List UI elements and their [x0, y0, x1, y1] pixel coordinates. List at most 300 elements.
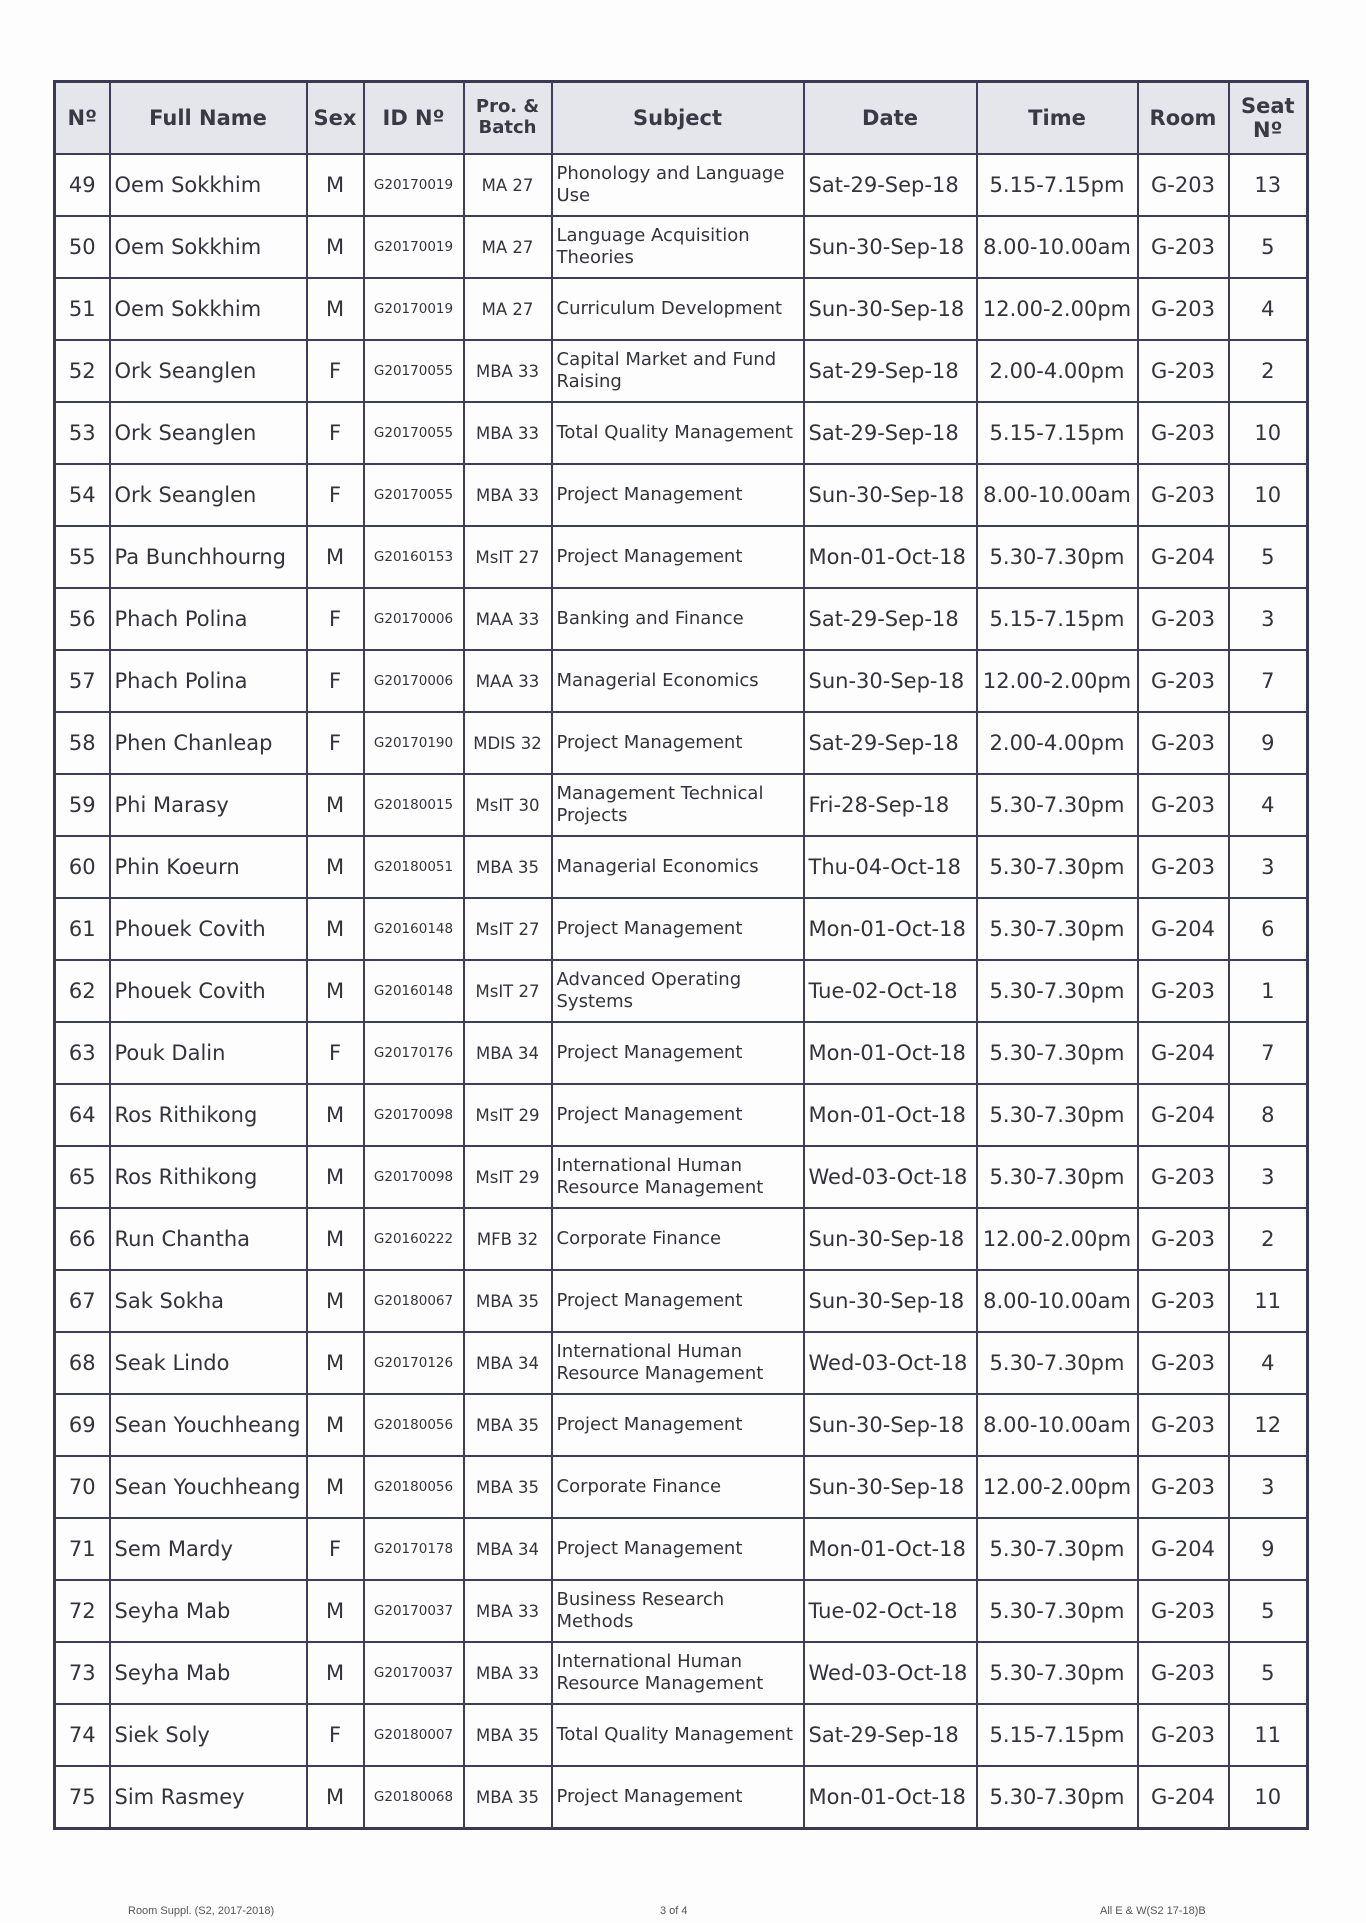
- footer-document-name: Room Suppl. (S2, 2017-2018): [128, 1905, 275, 1917]
- cell-program-batch: MDIS 32: [464, 712, 552, 774]
- cell-exam-time: 12.00-2.00pm: [977, 278, 1138, 340]
- cell-row-number: 62: [55, 960, 110, 1022]
- cell-row-number: 50: [55, 216, 110, 278]
- cell-student-id: G20170019: [364, 216, 464, 278]
- cell-student-id: G20170190: [364, 712, 464, 774]
- cell-room: G-203: [1138, 1208, 1229, 1270]
- cell-sex: F: [307, 464, 364, 526]
- cell-student-id: G20160153: [364, 526, 464, 588]
- cell-student-id: G20170126: [364, 1332, 464, 1394]
- cell-full-name: Oem Sokkhim: [110, 216, 307, 278]
- header-subject: Subject: [552, 82, 804, 155]
- cell-room: G-203: [1138, 1704, 1229, 1766]
- cell-program-batch: MBA 34: [464, 1332, 552, 1394]
- cell-room: G-204: [1138, 1766, 1229, 1829]
- header-full-name: Full Name: [110, 82, 307, 155]
- table-row: [55, 960, 1308, 1022]
- cell-sex: M: [307, 1332, 364, 1394]
- cell-room: G-203: [1138, 1642, 1229, 1704]
- table-row: [55, 1518, 1308, 1580]
- cell-student-id: G20160222: [364, 1208, 464, 1270]
- cell-room: G-203: [1138, 960, 1229, 1022]
- footer-reference: All E & W(S2 17-18)B: [1100, 1905, 1206, 1917]
- cell-program-batch: MA 27: [464, 154, 552, 216]
- cell-sex: M: [307, 154, 364, 216]
- footer-page-number: 3 of 4: [660, 1905, 688, 1917]
- cell-sex: M: [307, 836, 364, 898]
- cell-exam-date: Mon-01-Oct-18: [804, 898, 977, 960]
- cell-subject: International Human Resource Management: [552, 1642, 804, 1704]
- cell-full-name: Sean Youchheang: [110, 1456, 307, 1518]
- cell-sex: M: [307, 526, 364, 588]
- cell-exam-date: Sat-29-Sep-18: [804, 402, 977, 464]
- cell-seat-number: 3: [1229, 588, 1308, 650]
- header-sex: Sex: [307, 82, 364, 155]
- cell-row-number: 75: [55, 1766, 110, 1829]
- cell-room: G-203: [1138, 836, 1229, 898]
- cell-program-batch: MBA 34: [464, 1022, 552, 1084]
- cell-subject: Project Management: [552, 898, 804, 960]
- cell-room: G-203: [1138, 1580, 1229, 1642]
- cell-student-id: G20180056: [364, 1394, 464, 1456]
- cell-room: G-204: [1138, 898, 1229, 960]
- cell-room: G-203: [1138, 650, 1229, 712]
- cell-program-batch: MFB 32: [464, 1208, 552, 1270]
- cell-row-number: 61: [55, 898, 110, 960]
- cell-row-number: 59: [55, 774, 110, 836]
- table-row: [55, 216, 1308, 278]
- cell-sex: M: [307, 1456, 364, 1518]
- cell-full-name: Phach Polina: [110, 650, 307, 712]
- table-row: [55, 154, 1308, 216]
- cell-seat-number: 8: [1229, 1084, 1308, 1146]
- cell-row-number: 74: [55, 1704, 110, 1766]
- cell-full-name: Sean Youchheang: [110, 1394, 307, 1456]
- cell-exam-date: Mon-01-Oct-18: [804, 526, 977, 588]
- cell-subject: Project Management: [552, 1084, 804, 1146]
- cell-room: G-203: [1138, 464, 1229, 526]
- exam-seating-table: [53, 80, 1309, 1830]
- cell-student-id: G20170178: [364, 1518, 464, 1580]
- cell-exam-time: 12.00-2.00pm: [977, 650, 1138, 712]
- cell-room: G-203: [1138, 154, 1229, 216]
- cell-subject: Project Management: [552, 1270, 804, 1332]
- cell-row-number: 55: [55, 526, 110, 588]
- cell-student-id: G20180067: [364, 1270, 464, 1332]
- cell-subject: Project Management: [552, 1394, 804, 1456]
- cell-room: G-204: [1138, 1022, 1229, 1084]
- cell-row-number: 56: [55, 588, 110, 650]
- cell-row-number: 71: [55, 1518, 110, 1580]
- cell-sex: F: [307, 1704, 364, 1766]
- cell-room: G-203: [1138, 1332, 1229, 1394]
- cell-subject: Business Research Methods: [552, 1580, 804, 1642]
- cell-subject: Curriculum Development: [552, 278, 804, 340]
- cell-exam-date: Sat-29-Sep-18: [804, 1704, 977, 1766]
- table-row: [55, 464, 1308, 526]
- header-row: [55, 82, 1308, 155]
- cell-full-name: Seak Lindo: [110, 1332, 307, 1394]
- cell-subject: International Human Resource Management: [552, 1146, 804, 1208]
- cell-student-id: G20170037: [364, 1642, 464, 1704]
- header-date: Date: [804, 82, 977, 155]
- table-body: [55, 154, 1308, 1829]
- cell-exam-date: Sat-29-Sep-18: [804, 588, 977, 650]
- cell-row-number: 65: [55, 1146, 110, 1208]
- cell-full-name: Pouk Dalin: [110, 1022, 307, 1084]
- cell-subject: Total Quality Management: [552, 402, 804, 464]
- cell-program-batch: MAA 33: [464, 588, 552, 650]
- table-row: [55, 1022, 1308, 1084]
- cell-sex: F: [307, 1022, 364, 1084]
- cell-program-batch: MBA 35: [464, 1704, 552, 1766]
- cell-full-name: Oem Sokkhim: [110, 278, 307, 340]
- cell-exam-date: Sun-30-Sep-18: [804, 1270, 977, 1332]
- table-row: [55, 1394, 1308, 1456]
- cell-program-batch: MBA 33: [464, 402, 552, 464]
- cell-program-batch: MBA 35: [464, 1456, 552, 1518]
- table-row: [55, 1270, 1308, 1332]
- cell-program-batch: MsIT 30: [464, 774, 552, 836]
- cell-row-number: 60: [55, 836, 110, 898]
- cell-subject: International Human Resource Management: [552, 1332, 804, 1394]
- cell-sex: F: [307, 650, 364, 712]
- table-row: [55, 898, 1308, 960]
- cell-row-number: 64: [55, 1084, 110, 1146]
- cell-student-id: G20180051: [364, 836, 464, 898]
- cell-exam-time: 5.30-7.30pm: [977, 1332, 1138, 1394]
- cell-student-id: G20180015: [364, 774, 464, 836]
- table-row: [55, 1642, 1308, 1704]
- table-row: [55, 402, 1308, 464]
- cell-program-batch: MsIT 27: [464, 898, 552, 960]
- cell-row-number: 58: [55, 712, 110, 774]
- cell-exam-date: Mon-01-Oct-18: [804, 1084, 977, 1146]
- cell-exam-time: 5.15-7.15pm: [977, 588, 1138, 650]
- table-row: [55, 278, 1308, 340]
- cell-sex: F: [307, 340, 364, 402]
- cell-seat-number: 1: [1229, 960, 1308, 1022]
- cell-program-batch: MA 27: [464, 216, 552, 278]
- cell-full-name: Phouek Covith: [110, 960, 307, 1022]
- cell-row-number: 51: [55, 278, 110, 340]
- cell-sex: M: [307, 1208, 364, 1270]
- cell-seat-number: 10: [1229, 464, 1308, 526]
- cell-exam-time: 8.00-10.00am: [977, 1270, 1138, 1332]
- cell-subject: Managerial Economics: [552, 650, 804, 712]
- cell-seat-number: 4: [1229, 278, 1308, 340]
- header-time: Time: [977, 82, 1138, 155]
- cell-full-name: Sem Mardy: [110, 1518, 307, 1580]
- cell-subject: Corporate Finance: [552, 1456, 804, 1518]
- cell-student-id: G20170176: [364, 1022, 464, 1084]
- cell-seat-number: 5: [1229, 1580, 1308, 1642]
- header-room: Room: [1138, 82, 1229, 155]
- cell-seat-number: 12: [1229, 1394, 1308, 1456]
- header-no: Nº: [55, 82, 110, 155]
- table-row: [55, 650, 1308, 712]
- cell-subject: Project Management: [552, 1766, 804, 1829]
- cell-student-id: G20180056: [364, 1456, 464, 1518]
- cell-seat-number: 3: [1229, 1456, 1308, 1518]
- table-row: [55, 1208, 1308, 1270]
- cell-program-batch: MBA 33: [464, 1580, 552, 1642]
- cell-sex: M: [307, 898, 364, 960]
- header-pro-batch-line2: Batch: [478, 117, 537, 138]
- header-seat-no: [1229, 82, 1308, 155]
- cell-full-name: Phouek Covith: [110, 898, 307, 960]
- table-row: [55, 588, 1308, 650]
- cell-sex: M: [307, 278, 364, 340]
- cell-row-number: 70: [55, 1456, 110, 1518]
- cell-subject: Phonology and Language Use: [552, 154, 804, 216]
- cell-exam-date: Tue-02-Oct-18: [804, 1580, 977, 1642]
- cell-program-batch: MBA 35: [464, 1766, 552, 1829]
- cell-room: G-204: [1138, 1084, 1229, 1146]
- table-row: [55, 1332, 1308, 1394]
- cell-student-id: G20180007: [364, 1704, 464, 1766]
- cell-exam-time: 2.00-4.00pm: [977, 340, 1138, 402]
- cell-program-batch: MBA 33: [464, 464, 552, 526]
- cell-full-name: Seyha Mab: [110, 1580, 307, 1642]
- cell-exam-time: 8.00-10.00am: [977, 464, 1138, 526]
- cell-exam-date: Wed-03-Oct-18: [804, 1146, 977, 1208]
- table-row: [55, 1456, 1308, 1518]
- table-row: [55, 1580, 1308, 1642]
- cell-exam-time: 5.30-7.30pm: [977, 1642, 1138, 1704]
- cell-student-id: G20170098: [364, 1084, 464, 1146]
- cell-room: G-203: [1138, 402, 1229, 464]
- cell-sex: M: [307, 1580, 364, 1642]
- cell-student-id: G20170098: [364, 1146, 464, 1208]
- cell-exam-time: 5.30-7.30pm: [977, 1766, 1138, 1829]
- cell-exam-time: 5.30-7.30pm: [977, 526, 1138, 588]
- cell-room: G-203: [1138, 1456, 1229, 1518]
- cell-exam-time: 2.00-4.00pm: [977, 712, 1138, 774]
- table-row: [55, 1766, 1308, 1829]
- cell-sex: M: [307, 1394, 364, 1456]
- cell-full-name: Siek Soly: [110, 1704, 307, 1766]
- cell-program-batch: MBA 33: [464, 1642, 552, 1704]
- cell-row-number: 72: [55, 1580, 110, 1642]
- cell-full-name: Phin Koeurn: [110, 836, 307, 898]
- cell-full-name: Ros Rithikong: [110, 1146, 307, 1208]
- cell-full-name: Ros Rithikong: [110, 1084, 307, 1146]
- cell-full-name: Sak Sokha: [110, 1270, 307, 1332]
- cell-room: G-203: [1138, 340, 1229, 402]
- cell-exam-time: 5.30-7.30pm: [977, 898, 1138, 960]
- cell-sex: M: [307, 216, 364, 278]
- cell-seat-number: 7: [1229, 650, 1308, 712]
- cell-seat-number: 9: [1229, 1518, 1308, 1580]
- table-row: [55, 836, 1308, 898]
- cell-sex: M: [307, 1766, 364, 1829]
- table-row: [55, 340, 1308, 402]
- cell-subject: Project Management: [552, 1022, 804, 1084]
- cell-exam-time: 5.15-7.15pm: [977, 154, 1138, 216]
- cell-room: G-204: [1138, 1518, 1229, 1580]
- cell-seat-number: 4: [1229, 774, 1308, 836]
- cell-student-id: G20170006: [364, 588, 464, 650]
- cell-program-batch: MsIT 27: [464, 526, 552, 588]
- cell-subject: Managerial Economics: [552, 836, 804, 898]
- cell-exam-date: Tue-02-Oct-18: [804, 960, 977, 1022]
- cell-program-batch: MBA 34: [464, 1518, 552, 1580]
- cell-full-name: Phen Chanleap: [110, 712, 307, 774]
- cell-exam-date: Thu-04-Oct-18: [804, 836, 977, 898]
- cell-row-number: 66: [55, 1208, 110, 1270]
- cell-seat-number: 11: [1229, 1704, 1308, 1766]
- cell-exam-date: Sun-30-Sep-18: [804, 650, 977, 712]
- cell-subject: Project Management: [552, 526, 804, 588]
- cell-exam-date: Sun-30-Sep-18: [804, 1456, 977, 1518]
- cell-seat-number: 9: [1229, 712, 1308, 774]
- cell-exam-date: Sat-29-Sep-18: [804, 340, 977, 402]
- header-id-no: ID Nº: [364, 82, 464, 155]
- cell-full-name: Ork Seanglen: [110, 340, 307, 402]
- cell-row-number: 54: [55, 464, 110, 526]
- header-seat-line2: Nº: [1253, 118, 1283, 142]
- table-row: [55, 1146, 1308, 1208]
- cell-full-name: Oem Sokkhim: [110, 154, 307, 216]
- cell-exam-date: Sun-30-Sep-18: [804, 464, 977, 526]
- cell-student-id: G20170037: [364, 1580, 464, 1642]
- cell-sex: M: [307, 1642, 364, 1704]
- cell-seat-number: 4: [1229, 1332, 1308, 1394]
- cell-student-id: G20180068: [364, 1766, 464, 1829]
- cell-exam-time: 8.00-10.00am: [977, 216, 1138, 278]
- cell-full-name: Seyha Mab: [110, 1642, 307, 1704]
- cell-subject: Language Acquisition Theories: [552, 216, 804, 278]
- cell-subject: Project Management: [552, 464, 804, 526]
- cell-exam-time: 5.30-7.30pm: [977, 1084, 1138, 1146]
- cell-subject: Management Technical Projects: [552, 774, 804, 836]
- cell-subject: Project Management: [552, 1518, 804, 1580]
- cell-student-id: G20170019: [364, 278, 464, 340]
- cell-student-id: G20170055: [364, 340, 464, 402]
- cell-program-batch: MBA 35: [464, 1270, 552, 1332]
- table-row: [55, 526, 1308, 588]
- cell-full-name: Pa Bunchhourng: [110, 526, 307, 588]
- cell-exam-date: Sun-30-Sep-18: [804, 216, 977, 278]
- cell-program-batch: MAA 33: [464, 650, 552, 712]
- cell-seat-number: 7: [1229, 1022, 1308, 1084]
- cell-program-batch: MBA 35: [464, 836, 552, 898]
- header-seat-line1: Seat: [1240, 93, 1295, 118]
- cell-exam-date: Sun-30-Sep-18: [804, 1394, 977, 1456]
- cell-subject: Banking and Finance: [552, 588, 804, 650]
- table-header: [55, 82, 1308, 155]
- cell-sex: F: [307, 402, 364, 464]
- cell-row-number: 57: [55, 650, 110, 712]
- cell-exam-date: Mon-01-Oct-18: [804, 1766, 977, 1829]
- cell-sex: M: [307, 1146, 364, 1208]
- cell-seat-number: 10: [1229, 402, 1308, 464]
- cell-exam-time: 8.00-10.00am: [977, 1394, 1138, 1456]
- cell-row-number: 52: [55, 340, 110, 402]
- cell-seat-number: 2: [1229, 1208, 1308, 1270]
- cell-seat-number: 5: [1229, 1642, 1308, 1704]
- cell-room: G-203: [1138, 278, 1229, 340]
- cell-exam-date: Sun-30-Sep-18: [804, 278, 977, 340]
- cell-seat-number: 5: [1229, 216, 1308, 278]
- cell-row-number: 69: [55, 1394, 110, 1456]
- cell-student-id: G20170006: [364, 650, 464, 712]
- cell-exam-date: Fri-28-Sep-18: [804, 774, 977, 836]
- cell-exam-time: 5.15-7.15pm: [977, 402, 1138, 464]
- cell-program-batch: MsIT 27: [464, 960, 552, 1022]
- cell-exam-date: Mon-01-Oct-18: [804, 1022, 977, 1084]
- cell-program-batch: MBA 35: [464, 1394, 552, 1456]
- cell-seat-number: 10: [1229, 1766, 1308, 1829]
- cell-sex: F: [307, 1518, 364, 1580]
- cell-student-id: G20170055: [364, 464, 464, 526]
- cell-exam-time: 5.30-7.30pm: [977, 1518, 1138, 1580]
- cell-row-number: 63: [55, 1022, 110, 1084]
- cell-room: G-203: [1138, 216, 1229, 278]
- cell-exam-date: Sun-30-Sep-18: [804, 1208, 977, 1270]
- cell-room: G-203: [1138, 1270, 1229, 1332]
- cell-student-id: G20170055: [364, 402, 464, 464]
- table-row: [55, 1704, 1308, 1766]
- cell-room: G-203: [1138, 588, 1229, 650]
- cell-program-batch: MA 27: [464, 278, 552, 340]
- cell-seat-number: 11: [1229, 1270, 1308, 1332]
- cell-room: G-203: [1138, 774, 1229, 836]
- cell-exam-time: 5.30-7.30pm: [977, 774, 1138, 836]
- cell-row-number: 68: [55, 1332, 110, 1394]
- cell-subject: Total Quality Management: [552, 1704, 804, 1766]
- cell-seat-number: 5: [1229, 526, 1308, 588]
- cell-exam-time: 5.15-7.15pm: [977, 1704, 1138, 1766]
- cell-sex: M: [307, 774, 364, 836]
- cell-full-name: Phi Marasy: [110, 774, 307, 836]
- cell-subject: Capital Market and Fund Raising: [552, 340, 804, 402]
- cell-seat-number: 2: [1229, 340, 1308, 402]
- table-row: [55, 774, 1308, 836]
- cell-exam-date: Wed-03-Oct-18: [804, 1332, 977, 1394]
- cell-full-name: Sim Rasmey: [110, 1766, 307, 1829]
- cell-room: G-203: [1138, 1394, 1229, 1456]
- table-row: [55, 712, 1308, 774]
- cell-full-name: Ork Seanglen: [110, 402, 307, 464]
- cell-exam-date: Wed-03-Oct-18: [804, 1642, 977, 1704]
- cell-seat-number: 13: [1229, 154, 1308, 216]
- cell-exam-date: Mon-01-Oct-18: [804, 1518, 977, 1580]
- cell-exam-time: 5.30-7.30pm: [977, 1580, 1138, 1642]
- cell-full-name: Ork Seanglen: [110, 464, 307, 526]
- cell-program-batch: MsIT 29: [464, 1084, 552, 1146]
- cell-room: G-204: [1138, 526, 1229, 588]
- cell-room: G-203: [1138, 712, 1229, 774]
- cell-row-number: 49: [55, 154, 110, 216]
- cell-room: G-203: [1138, 1146, 1229, 1208]
- cell-row-number: 67: [55, 1270, 110, 1332]
- cell-full-name: Phach Polina: [110, 588, 307, 650]
- cell-seat-number: 6: [1229, 898, 1308, 960]
- cell-program-batch: MsIT 29: [464, 1146, 552, 1208]
- cell-student-id: G20160148: [364, 960, 464, 1022]
- cell-row-number: 53: [55, 402, 110, 464]
- cell-student-id: G20170019: [364, 154, 464, 216]
- cell-sex: F: [307, 588, 364, 650]
- cell-exam-time: 12.00-2.00pm: [977, 1208, 1138, 1270]
- cell-subject: Advanced Operating Systems: [552, 960, 804, 1022]
- cell-student-id: G20160148: [364, 898, 464, 960]
- cell-subject: Project Management: [552, 712, 804, 774]
- cell-sex: M: [307, 1084, 364, 1146]
- cell-seat-number: 3: [1229, 836, 1308, 898]
